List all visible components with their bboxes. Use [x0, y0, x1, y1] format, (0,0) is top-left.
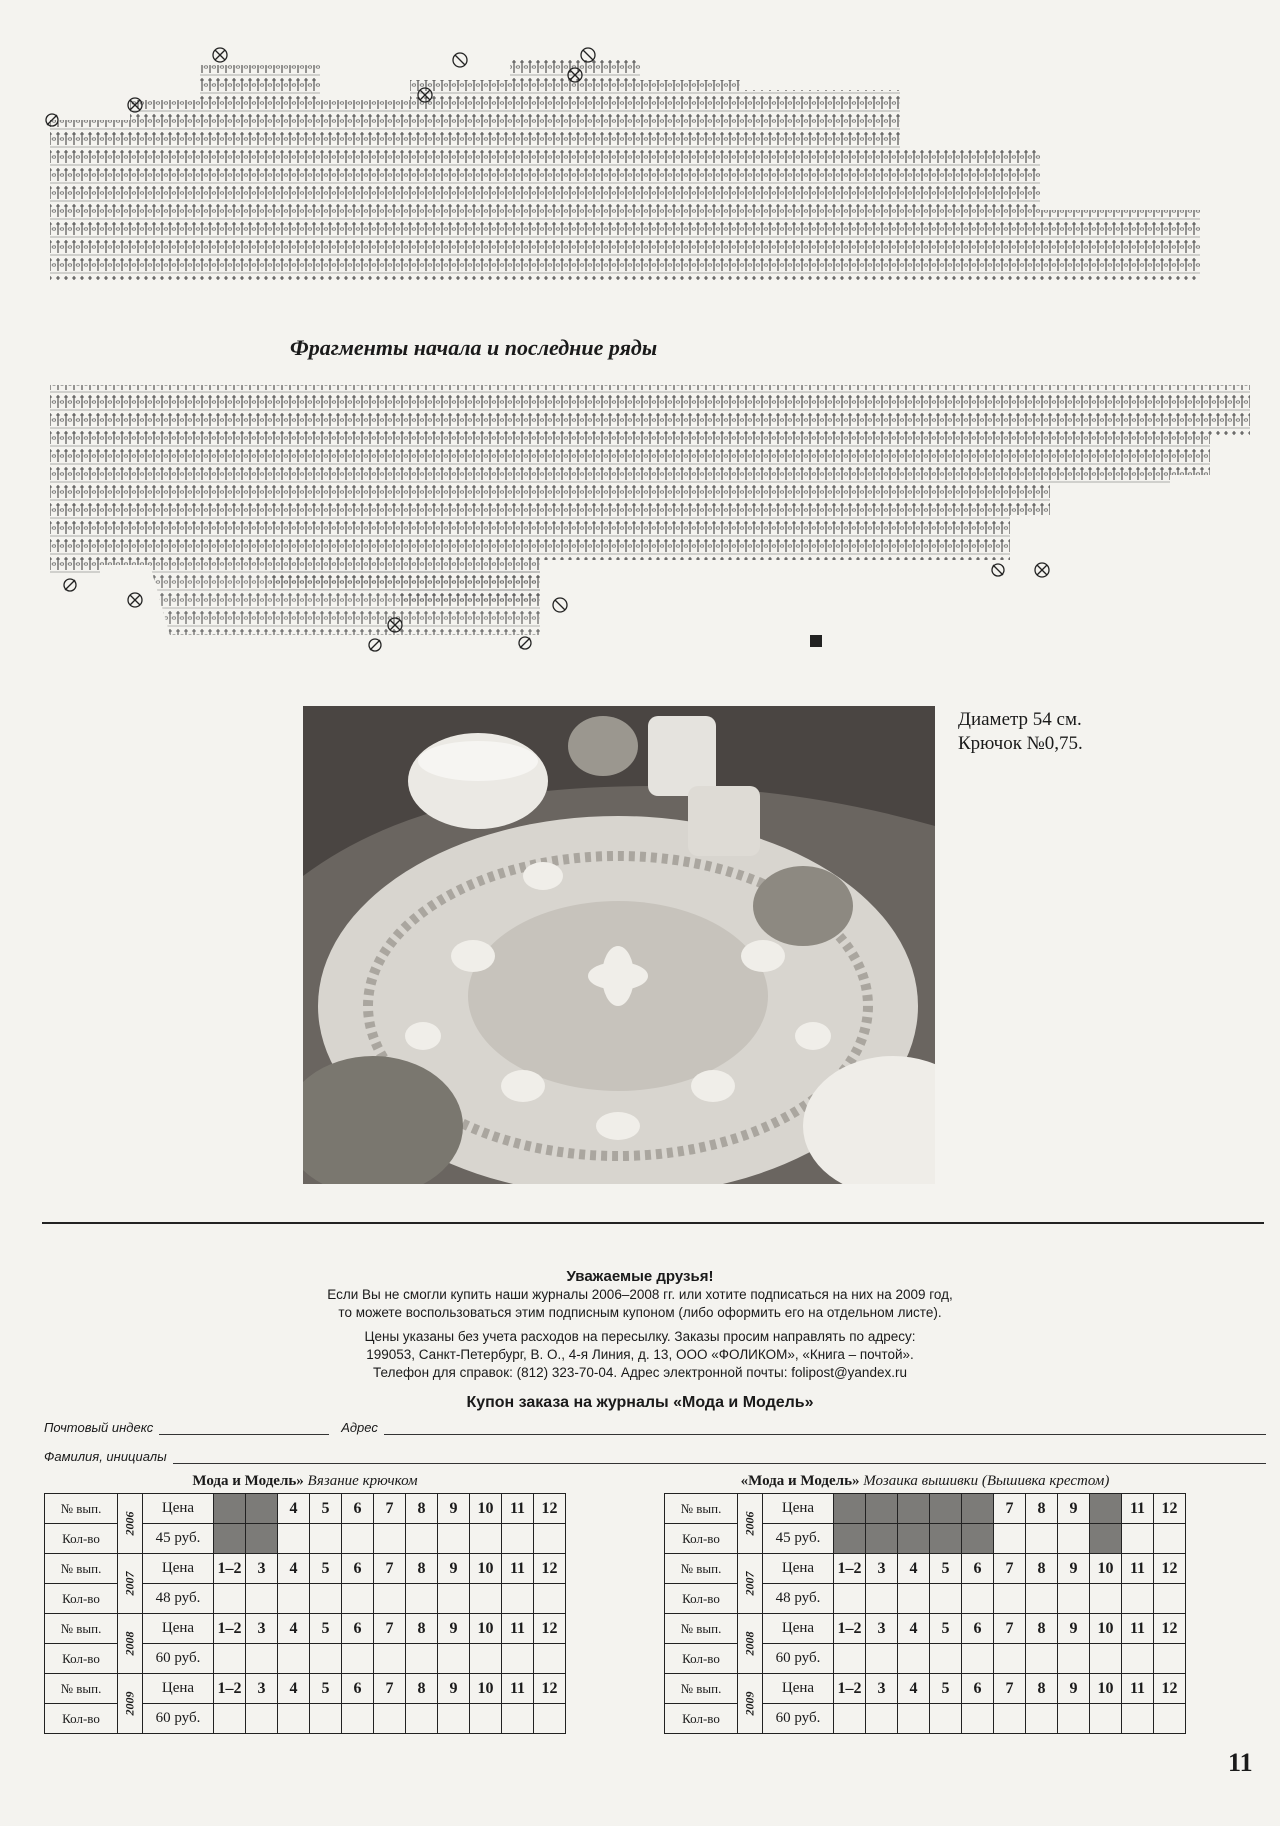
issue-number: 8 [1026, 1494, 1058, 1524]
issue-row [45, 1614, 566, 1644]
magazine-name: Мода и Модель» [192, 1473, 304, 1489]
doily-photo [303, 706, 935, 1184]
issue-row [665, 1674, 1186, 1704]
year-cell [118, 1614, 143, 1674]
crochet-chart-bottom [40, 375, 1250, 655]
quantity-cell[interactable] [1122, 1704, 1154, 1734]
notice-line: Цены указаны без учета расходов на пересылку. Заказы просим направлять по адресу: [364, 1329, 916, 1344]
issue-number [1090, 1494, 1122, 1524]
name-row [44, 1449, 1266, 1464]
diameter-text: Диаметр 54 см. [958, 709, 1082, 730]
quantity-cell[interactable] [1090, 1704, 1122, 1734]
quantity-cell[interactable] [406, 1584, 438, 1614]
quantity-cell[interactable] [534, 1644, 566, 1674]
quantity-cell[interactable] [470, 1524, 502, 1554]
issue-number: 12 [1154, 1494, 1186, 1524]
issue-number: 8 [406, 1674, 438, 1704]
issue-row [45, 1674, 566, 1704]
quantity-cell[interactable] [310, 1704, 342, 1734]
issue-number: 11 [502, 1614, 534, 1644]
issue-number: 11 [1122, 1674, 1154, 1704]
quantity-cell [930, 1524, 962, 1554]
quantity-cell[interactable] [374, 1584, 406, 1614]
issue-label: № вып. [665, 1494, 738, 1524]
specs [958, 708, 1083, 756]
issue-number: 12 [534, 1674, 566, 1704]
quantity-cell[interactable] [1122, 1644, 1154, 1674]
issue-number: 8 [1026, 1554, 1058, 1584]
quantity-cell[interactable] [1026, 1644, 1058, 1674]
issue-number: 3 [246, 1614, 278, 1644]
year-cell [118, 1494, 143, 1554]
qty-label: Кол-во [45, 1704, 118, 1734]
issue-row [45, 1554, 566, 1584]
quantity-cell[interactable] [930, 1704, 962, 1734]
quantity-cell[interactable] [214, 1584, 246, 1614]
quantity-cell[interactable] [438, 1644, 470, 1674]
address-label: Адрес [341, 1420, 378, 1435]
quantity-cell[interactable] [342, 1644, 374, 1674]
year-label: 2009 [742, 1691, 757, 1716]
magazine-name: «Мода и Модель» [740, 1473, 860, 1489]
order-table-embroidery [664, 1470, 1186, 1734]
quantity-cell[interactable] [374, 1704, 406, 1734]
qty-label: Кол-во [45, 1644, 118, 1674]
issue-number: 3 [866, 1614, 898, 1644]
issue-number [866, 1494, 898, 1524]
issue-number [834, 1494, 866, 1524]
quantity-cell[interactable] [866, 1644, 898, 1674]
order-table-crochet [44, 1470, 566, 1734]
quantity-cell[interactable] [310, 1524, 342, 1554]
year-label: 2006 [122, 1511, 137, 1536]
quantity-cell[interactable] [1154, 1584, 1186, 1614]
quantity-cell[interactable] [930, 1584, 962, 1614]
issue-number: 7 [374, 1674, 406, 1704]
quantity-cell[interactable] [898, 1584, 930, 1614]
issue-label: № вып. [45, 1674, 118, 1704]
qty-label: Кол-во [45, 1524, 118, 1554]
quantity-cell[interactable] [502, 1644, 534, 1674]
issue-number: 10 [470, 1614, 502, 1644]
quantity-cell [1090, 1524, 1122, 1554]
order-table-right-wrap [664, 1470, 1186, 1734]
issue-number [898, 1494, 930, 1524]
issue-number: 12 [1154, 1614, 1186, 1644]
issue-number: 4 [278, 1554, 310, 1584]
issue-number: 6 [342, 1614, 374, 1644]
quantity-cell[interactable] [1026, 1704, 1058, 1734]
issue-number: 7 [374, 1614, 406, 1644]
issue-number: 9 [1058, 1674, 1090, 1704]
issue-number: 5 [930, 1614, 962, 1644]
doily-illustration [303, 706, 935, 1184]
issue-number: 7 [374, 1554, 406, 1584]
quantity-cell[interactable] [534, 1704, 566, 1734]
issue-number [214, 1494, 246, 1524]
issue-number: 7 [994, 1554, 1026, 1584]
quantity-cell[interactable] [502, 1704, 534, 1734]
issue-number: 5 [930, 1554, 962, 1584]
issue-number: 1–2 [214, 1554, 246, 1584]
year-label: 2008 [122, 1631, 137, 1656]
issue-label: № вып. [665, 1674, 738, 1704]
issue-number: 3 [866, 1674, 898, 1704]
issue-number: 12 [1154, 1674, 1186, 1704]
issue-number: 7 [994, 1494, 1026, 1524]
quantity-cell[interactable] [310, 1584, 342, 1614]
issue-number: 6 [342, 1554, 374, 1584]
quantity-cell[interactable] [1122, 1524, 1154, 1554]
issue-number: 8 [406, 1554, 438, 1584]
issue-row [45, 1494, 566, 1524]
quantity-cell[interactable] [278, 1584, 310, 1614]
quantity-cell[interactable] [834, 1584, 866, 1614]
quantity-cell[interactable] [1026, 1524, 1058, 1554]
quantity-cell [866, 1524, 898, 1554]
year-label: 2007 [742, 1571, 757, 1596]
quantity-cell[interactable] [342, 1704, 374, 1734]
issue-number: 11 [502, 1554, 534, 1584]
issue-number: 12 [534, 1614, 566, 1644]
issue-number: 6 [342, 1674, 374, 1704]
quantity-cell[interactable] [534, 1584, 566, 1614]
quantity-cell[interactable] [834, 1644, 866, 1674]
quantity-cell [246, 1524, 278, 1554]
issue-number: 11 [1122, 1614, 1154, 1644]
quantity-cell[interactable] [1090, 1644, 1122, 1674]
issue-number: 7 [994, 1674, 1026, 1704]
price-value: 45 руб. [143, 1524, 214, 1554]
divider [42, 1222, 1264, 1224]
quantity-cell[interactable] [278, 1644, 310, 1674]
price-label: Цена [763, 1614, 834, 1644]
quantity-cell[interactable] [1058, 1644, 1090, 1674]
quantity-cell[interactable] [534, 1524, 566, 1554]
quantity-cell[interactable] [962, 1644, 994, 1674]
notice-line: Если Вы не смогли купить наши журналы 2006–2008 гг. или хотите подписаться на них на 2009 год, [327, 1287, 953, 1302]
year-cell [118, 1554, 143, 1614]
price-value: 60 руб. [143, 1644, 214, 1674]
issue-number: 5 [930, 1674, 962, 1704]
quantity-cell[interactable] [374, 1524, 406, 1554]
crochet-chart-top [40, 40, 1250, 320]
quantity-cell[interactable] [470, 1584, 502, 1614]
year-label: 2009 [122, 1691, 137, 1716]
magazine-subtitle: Вязание крючком [307, 1473, 418, 1489]
quantity-cell[interactable] [214, 1644, 246, 1674]
issue-number: 12 [1154, 1554, 1186, 1584]
issue-number: 5 [310, 1614, 342, 1644]
issue-number: 11 [502, 1494, 534, 1524]
quantity-cell[interactable] [866, 1584, 898, 1614]
issue-row [665, 1614, 1186, 1644]
quantity-cell[interactable] [502, 1584, 534, 1614]
quantity-cell [214, 1524, 246, 1554]
quantity-cell[interactable] [342, 1584, 374, 1614]
issue-number: 8 [406, 1494, 438, 1524]
issue-number: 12 [534, 1554, 566, 1584]
price-label: Цена [143, 1494, 214, 1524]
postcode-label: Почтовый индекс [44, 1420, 154, 1435]
issue-number: 10 [1090, 1614, 1122, 1644]
quantity-cell[interactable] [1026, 1584, 1058, 1614]
issue-label: № вып. [45, 1554, 118, 1584]
issue-number: 8 [1026, 1614, 1058, 1644]
issue-label: № вып. [665, 1614, 738, 1644]
issue-number: 1–2 [834, 1674, 866, 1704]
year-label: 2007 [122, 1571, 137, 1596]
issue-number: 10 [1090, 1674, 1122, 1704]
price-label: Цена [143, 1674, 214, 1704]
quantity-cell[interactable] [1058, 1704, 1090, 1734]
page-number: 11 [1228, 1748, 1253, 1777]
quantity-cell[interactable] [438, 1524, 470, 1554]
issue-number: 4 [278, 1674, 310, 1704]
issue-row [665, 1554, 1186, 1584]
quantity-cell[interactable] [994, 1644, 1026, 1674]
quantity-cell[interactable] [310, 1644, 342, 1674]
table-caption [664, 1470, 1186, 1493]
issue-number: 1–2 [214, 1614, 246, 1644]
issue-number [962, 1494, 994, 1524]
quantity-cell[interactable] [962, 1704, 994, 1734]
notice-line: 199053, Санкт-Петербург, В. О., 4-я Линия, д. 13, ООО «ФОЛИКОМ», «Книга – почтой». [366, 1347, 914, 1362]
issue-number: 7 [994, 1614, 1026, 1644]
quantity-cell[interactable] [994, 1524, 1026, 1554]
quantity-cell[interactable] [898, 1644, 930, 1674]
issue-number: 9 [438, 1494, 470, 1524]
year-cell [118, 1674, 143, 1734]
year-label: 2006 [742, 1511, 757, 1536]
price-value: 48 руб. [763, 1584, 834, 1614]
issue-number: 4 [278, 1494, 310, 1524]
quantity-cell[interactable] [994, 1584, 1026, 1614]
magazine-subtitle: Мозаика вышивки (Вышивка крестом) [863, 1473, 1110, 1489]
issue-number: 9 [438, 1554, 470, 1584]
quantity-cell[interactable] [1154, 1704, 1186, 1734]
quantity-cell[interactable] [406, 1524, 438, 1554]
quantity-cell[interactable] [994, 1704, 1026, 1734]
issue-number: 3 [246, 1554, 278, 1584]
quantity-cell[interactable] [246, 1644, 278, 1674]
quantity-cell[interactable] [406, 1704, 438, 1734]
issue-number: 7 [374, 1494, 406, 1524]
quantity-cell[interactable] [342, 1524, 374, 1554]
price-value: 60 руб. [143, 1704, 214, 1734]
issue-number: 10 [470, 1674, 502, 1704]
price-value: 45 руб. [763, 1524, 834, 1554]
quantity-cell[interactable] [470, 1704, 502, 1734]
issue-label: № вып. [45, 1494, 118, 1524]
issue-number: 5 [310, 1494, 342, 1524]
issue-number: 3 [866, 1554, 898, 1584]
quantity-cell[interactable] [406, 1644, 438, 1674]
notice-title: Уважаемые друзья! [566, 1268, 714, 1285]
name-field[interactable] [173, 1449, 1266, 1464]
price-label: Цена [763, 1494, 834, 1524]
quantity-cell[interactable] [374, 1644, 406, 1674]
issue-label: № вып. [45, 1614, 118, 1644]
issue-number: 11 [1122, 1554, 1154, 1584]
issue-number: 4 [898, 1554, 930, 1584]
quantity-cell[interactable] [1154, 1644, 1186, 1674]
issue-number: 9 [438, 1674, 470, 1704]
year-cell [738, 1674, 763, 1734]
issue-number: 10 [470, 1554, 502, 1584]
quantity-cell[interactable] [1090, 1584, 1122, 1614]
issue-number: 11 [502, 1674, 534, 1704]
issue-number: 9 [1058, 1614, 1090, 1644]
quantity-cell[interactable] [898, 1704, 930, 1734]
quantity-cell[interactable] [834, 1704, 866, 1734]
quantity-cell[interactable] [214, 1704, 246, 1734]
issue-number: 4 [898, 1614, 930, 1644]
issue-number: 4 [898, 1674, 930, 1704]
price-label: Цена [763, 1554, 834, 1584]
issue-row [665, 1494, 1186, 1524]
quantity-cell [962, 1524, 994, 1554]
postcode-field[interactable] [159, 1420, 329, 1435]
coupon-title: Купон заказа на журналы «Мода и Модель» [466, 1394, 814, 1411]
qty-label: Кол-во [665, 1644, 738, 1674]
issue-number: 9 [438, 1614, 470, 1644]
issue-number: 12 [534, 1494, 566, 1524]
price-label: Цена [143, 1554, 214, 1584]
year-cell [738, 1614, 763, 1674]
quantity-cell[interactable] [278, 1704, 310, 1734]
year-cell [738, 1554, 763, 1614]
issue-number: 10 [1090, 1554, 1122, 1584]
issue-number: 5 [310, 1554, 342, 1584]
price-value: 60 руб. [763, 1704, 834, 1734]
postcode-address-row [44, 1420, 1266, 1435]
issue-number: 8 [406, 1614, 438, 1644]
quantity-cell [898, 1524, 930, 1554]
issue-number [246, 1494, 278, 1524]
order-table-left-wrap [44, 1470, 566, 1734]
issue-number: 3 [246, 1674, 278, 1704]
quantity-cell[interactable] [866, 1704, 898, 1734]
quantity-cell[interactable] [930, 1644, 962, 1674]
name-label: Фамилия, инициалы [44, 1449, 167, 1464]
qty-label: Кол-во [665, 1704, 738, 1734]
price-value: 60 руб. [763, 1644, 834, 1674]
table-caption [44, 1470, 566, 1493]
price-value: 48 руб. [143, 1584, 214, 1614]
quantity-cell[interactable] [1058, 1524, 1090, 1554]
chart-heading: Фрагменты начала и последние ряды [290, 335, 658, 360]
quantity-cell[interactable] [470, 1644, 502, 1674]
issue-number: 11 [1122, 1494, 1154, 1524]
qty-label: Кол-во [45, 1584, 118, 1614]
price-label: Цена [143, 1614, 214, 1644]
hook-text: Крючок №0,75. [958, 733, 1083, 754]
issue-label: № вып. [665, 1554, 738, 1584]
quantity-cell[interactable] [502, 1524, 534, 1554]
issue-number: 9 [1058, 1554, 1090, 1584]
notice-line: Телефон для справок: (812) 323-70-04. Адрес электронной почты: folipost@yandex.ru [373, 1365, 907, 1380]
price-label: Цена [763, 1674, 834, 1704]
quantity-cell[interactable] [438, 1704, 470, 1734]
issue-number: 9 [1058, 1494, 1090, 1524]
address-field[interactable] [384, 1420, 1266, 1435]
issue-number [930, 1494, 962, 1524]
quantity-cell[interactable] [278, 1524, 310, 1554]
issue-number: 10 [470, 1494, 502, 1524]
issue-number: 6 [962, 1614, 994, 1644]
quantity-cell[interactable] [246, 1584, 278, 1614]
issue-number: 8 [1026, 1674, 1058, 1704]
quantity-cell [834, 1524, 866, 1554]
quantity-cell[interactable] [962, 1584, 994, 1614]
quantity-cell[interactable] [438, 1584, 470, 1614]
quantity-cell[interactable] [1058, 1584, 1090, 1614]
issue-number: 6 [962, 1554, 994, 1584]
issue-number: 4 [278, 1614, 310, 1644]
quantity-cell[interactable] [1122, 1584, 1154, 1614]
quantity-cell[interactable] [1154, 1524, 1186, 1554]
issue-number: 6 [342, 1494, 374, 1524]
year-cell [738, 1494, 763, 1554]
qty-label: Кол-во [665, 1584, 738, 1614]
issue-number: 1–2 [834, 1614, 866, 1644]
subscription-notice [260, 1268, 1020, 1382]
issue-number: 6 [962, 1674, 994, 1704]
qty-label: Кол-во [665, 1524, 738, 1554]
notice-line: то можете воспользоваться этим подписным купоном (либо оформить его на отдельном листе). [338, 1305, 942, 1320]
year-label: 2008 [742, 1631, 757, 1656]
issue-number: 5 [310, 1674, 342, 1704]
issue-number: 1–2 [214, 1674, 246, 1704]
quantity-cell[interactable] [246, 1704, 278, 1734]
issue-number: 1–2 [834, 1554, 866, 1584]
